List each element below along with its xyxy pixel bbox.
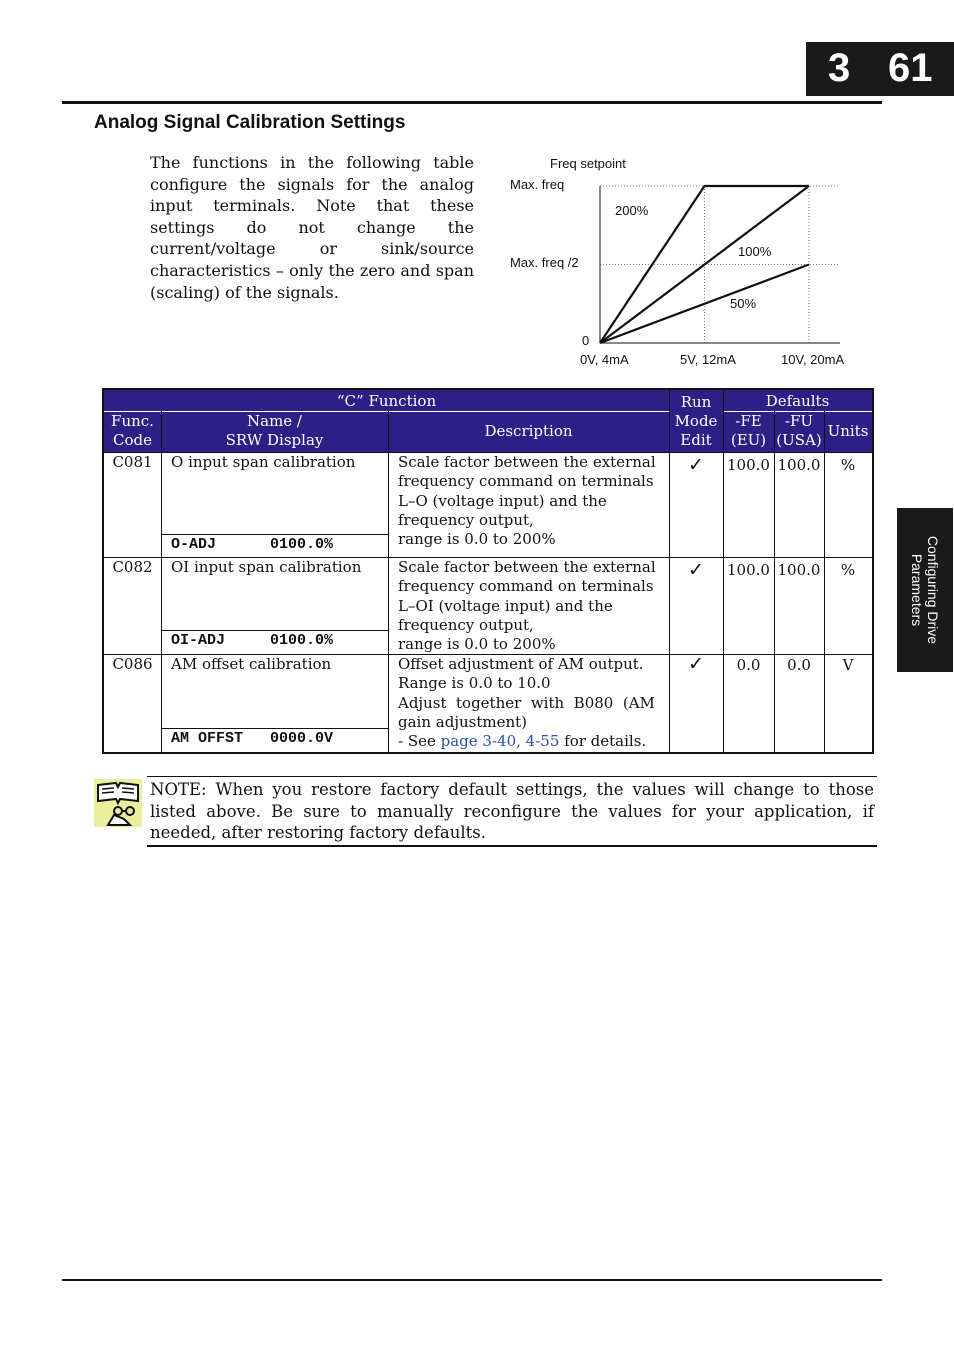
row-code: C082 [112, 558, 153, 576]
chart-y-title: Freq setpoint [550, 156, 626, 171]
desc-line: Offset adjustment of AM output. [398, 655, 644, 673]
side-tab-label: Configuring Drive Parameters [909, 535, 941, 645]
col-header-units: Units [827, 422, 869, 440]
default-fe: 100.0 [727, 561, 770, 579]
run-mode-check-icon: ✓ [688, 454, 704, 476]
desc-line: Scale factor between the external [398, 453, 656, 471]
x-tick-0: 0V, 4mA [580, 352, 629, 367]
col-header-code-line1: Func. [111, 412, 154, 430]
chapter-number: 3 [828, 46, 851, 90]
row-description [398, 453, 666, 549]
col-divider [388, 411, 389, 752]
col-header-run [669, 412, 723, 450]
row-code: C086 [112, 655, 153, 673]
desc-line: frequency command on terminals [398, 577, 654, 596]
note-bottom-rule [147, 845, 877, 847]
desc-line: range is 0.0 to 200% [398, 530, 556, 549]
note-paragraph [150, 779, 874, 844]
col-header-code [104, 412, 161, 450]
desc-see-line [398, 732, 666, 751]
row-description [398, 655, 666, 751]
default-fe: 100.0 [727, 456, 770, 474]
series-label-200: 200% [615, 203, 649, 218]
default-fe: 0.0 [736, 656, 761, 674]
default-fu: 0.0 [787, 656, 811, 674]
desc-line: range is 0.0 to 200% [398, 635, 556, 654]
default-fu: 100.0 [777, 456, 821, 474]
header-divider [104, 411, 669, 412]
display-divider [161, 728, 388, 729]
col-header-fe-line1: -FE [735, 412, 762, 430]
series-label-100: 100% [738, 244, 772, 259]
page-number-box [806, 42, 954, 96]
col-header-fu-line1: -FU [784, 412, 814, 430]
group-header: “C” Function [336, 392, 437, 410]
col-header-code-line2: Code [113, 431, 152, 449]
desc-line: frequency command on terminals [398, 472, 654, 491]
col-header-fe [723, 412, 774, 450]
desc-line: Adjust together with B080 (AM [398, 693, 655, 712]
desc-line: L–O (voltage input) and the [398, 491, 607, 510]
note-text: : When you restore factory default settings, the values will change to those listed above. Be sure to manually reconfigure the values for your application, if needed, after restoring factory defaults. [150, 780, 874, 843]
col-header-run-line2: Edit [680, 431, 712, 449]
desc-line: Scale factor between the external [398, 558, 656, 576]
note-top-rule [147, 776, 877, 777]
row-name: AM offset calibration [171, 655, 332, 673]
note-book-icon [94, 779, 142, 827]
col-header-fe-line2: (EU) [730, 431, 767, 449]
row-description [398, 558, 666, 654]
srw-display: OI-ADJ 0100.0% [171, 632, 334, 649]
bottom-rule [62, 1279, 882, 1281]
col-header-fu-line2: (USA) [776, 431, 822, 449]
units: V [842, 656, 854, 674]
desc-line: Range is 0.0 to 10.0 [398, 674, 551, 693]
default-fu: 100.0 [777, 561, 821, 579]
page-number: 61 [888, 46, 933, 90]
col-header-name [161, 412, 388, 450]
srw-display: AM OFFST 0000.0V [171, 730, 334, 747]
row-name: O input span calibration [171, 453, 356, 471]
calibration-chart [500, 150, 860, 375]
run-mode-check-icon: ✓ [688, 559, 704, 581]
col-header-fu [774, 412, 824, 450]
units: % [840, 456, 856, 474]
c-function-table [102, 388, 874, 754]
display-divider [161, 630, 388, 631]
intro-paragraph: The functions in the following table configure the signals for the analog input terminals. Note that these settings do not change the current/voltage or sink/source characteristics – only the zero and span (scaling) of the signals. [150, 153, 474, 302]
chart-y-max-label: Max. freq [510, 177, 565, 192]
top-rule [62, 101, 882, 104]
row-name: OI input span calibration [171, 558, 362, 576]
col-header-description: Description [484, 422, 573, 440]
units: % [840, 561, 856, 579]
row-code: C081 [112, 453, 153, 471]
x-tick-2: 10V, 20mA [781, 352, 845, 367]
col-header-name-line1: Name / [247, 412, 302, 430]
col-header-run-line1: Mode [674, 412, 718, 430]
display-divider [161, 534, 388, 535]
col-divider [161, 411, 162, 752]
desc-line: gain adjustment) [398, 712, 527, 731]
desc-line: frequency output, [398, 615, 534, 634]
col-header-name-line2: SRW Display [225, 431, 324, 449]
header-divider [723, 411, 872, 412]
x-tick-1: 5V, 12mA [680, 352, 736, 367]
note-label: NOTE [150, 780, 202, 799]
desc-line: frequency output, [398, 510, 534, 529]
col-divider [669, 390, 670, 752]
see-prefix: - See [398, 732, 441, 751]
chapter-side-tab [897, 508, 953, 672]
run-mode-check-icon: ✓ [688, 653, 704, 675]
defaults-header: Defaults [765, 392, 830, 410]
section-heading: Analog Signal Calibration Settings [94, 112, 406, 133]
see-suffix: for details. [559, 732, 647, 751]
chart-origin-label: 0 [582, 333, 590, 348]
run-header: Run [680, 393, 712, 411]
series-label-50: 50% [730, 296, 757, 311]
desc-line: L–OI (voltage input) and the [398, 596, 613, 615]
chart-y-half-label: Max. freq /2 [510, 255, 579, 270]
srw-display: O-ADJ 0100.0% [171, 536, 334, 553]
page-reference-link[interactable]: page 3-40, 4-55 [440, 732, 560, 751]
